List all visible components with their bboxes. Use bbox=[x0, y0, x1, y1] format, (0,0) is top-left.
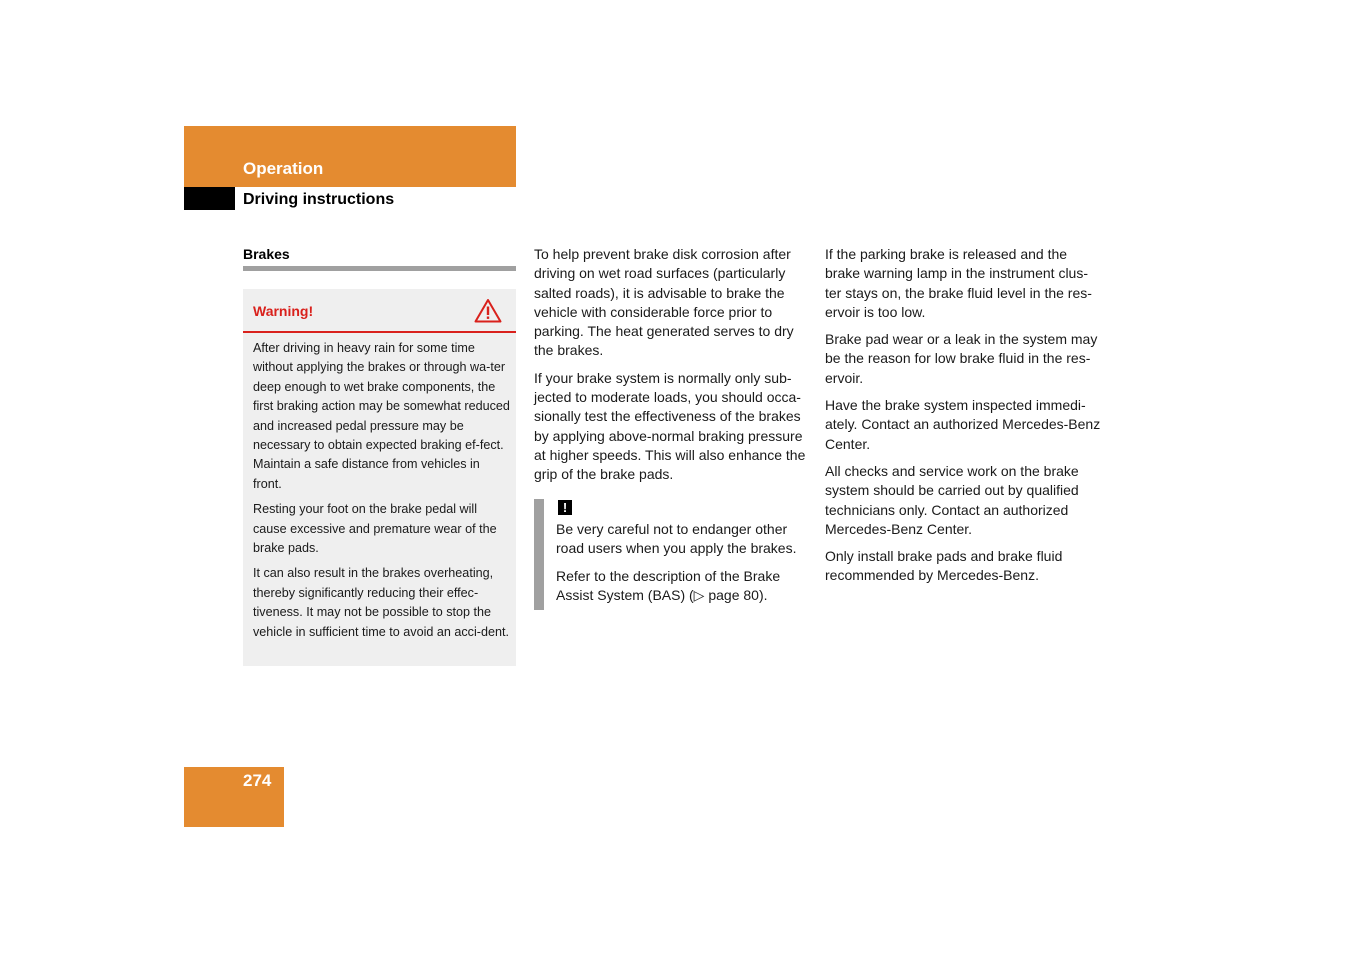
note-body bbox=[556, 520, 810, 613]
text-column-right bbox=[825, 245, 1103, 594]
body-paragraph: If your brake system is normally only sub-jected to moderate loads, you should occa-sionally test the effectiveness of the brakes by applying above-normal braking pressure at higher speeds. This will also enhance the grip of the brake pads. bbox=[534, 369, 806, 483]
caution-note bbox=[534, 499, 810, 610]
warning-paragraph: Resting your foot on the brake pedal will cause excessive and premature wear of the brake pads. bbox=[253, 502, 497, 556]
warning-triangle-icon bbox=[474, 298, 502, 323]
page-number-box bbox=[184, 767, 284, 827]
warning-body bbox=[253, 339, 511, 648]
exclamation-icon: ! bbox=[558, 500, 572, 515]
header-bar bbox=[184, 126, 516, 187]
warning-paragraph: After driving in heavy rain for some time without applying the brakes or through wa-ter deep enough to wet brake components, the first braking action may be somewhat reduced and increased pedal pressure may be necessary to obtain expected braking ef-fect. Maintain a safe distance from vehicles in front. bbox=[253, 341, 510, 491]
subsection-title: Driving instructions bbox=[243, 191, 395, 208]
body-paragraph: Only install brake pads and brake fluid recommended by Mercedes-Benz. bbox=[825, 548, 1063, 584]
text-column-middle bbox=[534, 245, 810, 493]
section-title: Operation bbox=[243, 159, 324, 178]
body-paragraph: If the parking brake is released and the brake warning lamp in the instrument clus-ter stays on, the brake fluid level in the res-ervoir is too low. bbox=[825, 246, 1092, 320]
note-side-bar bbox=[534, 499, 544, 610]
warning-header bbox=[243, 289, 516, 333]
note-paragraph: Be very careful not to endanger other road users when you apply the brakes. bbox=[556, 521, 797, 557]
page-number: 274 bbox=[243, 771, 272, 790]
warning-label: Warning! bbox=[253, 303, 314, 319]
header-tab-marker bbox=[184, 187, 235, 210]
body-paragraph: All checks and service work on the brake system should be carried out by qualified technicians only. Contact an authorized Mercedes-Benz Center. bbox=[825, 462, 1079, 537]
note-paragraph: Refer to the description of the Brake Assist System (BAS) (▷ page 80). bbox=[556, 567, 781, 603]
body-paragraph: Brake pad wear or a leak in the system may be the reason for low brake fluid in the res-ervoir. bbox=[825, 331, 1098, 386]
warning-paragraph: It can also result in the brakes overheating, thereby significantly reducing their effec-tiveness. It may not be possible to stop the vehicle in sufficient time to avoid an acci-dent. bbox=[253, 566, 509, 639]
body-paragraph: To help prevent brake disk corrosion after driving on wet road surfaces (particularly salted roads), it is advisable to brake the vehicle with considerable force prior to parking. The heat generated serves to dry the brakes. bbox=[534, 246, 794, 359]
topic-heading: Brakes bbox=[243, 246, 290, 262]
warning-box bbox=[243, 289, 516, 666]
body-paragraph: Have the brake system inspected immedi-ately. Contact an authorized Mercedes-Benz Center. bbox=[825, 397, 1101, 452]
topic-rule bbox=[243, 266, 516, 271]
